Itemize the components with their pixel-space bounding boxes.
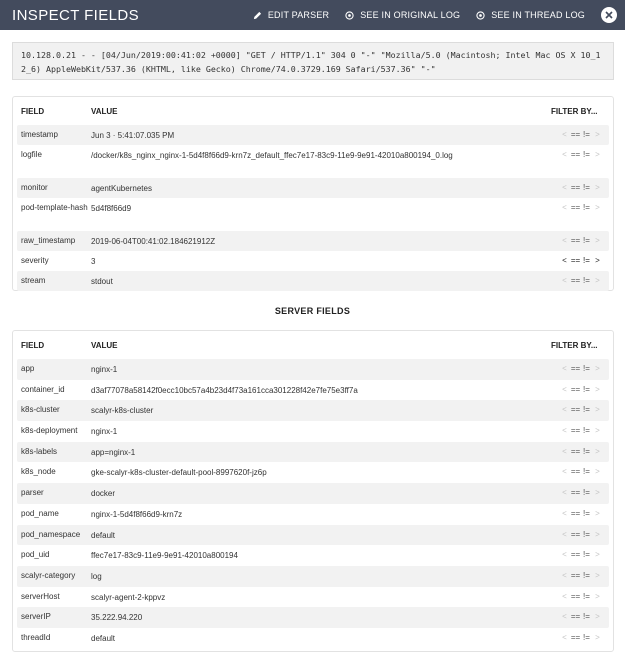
filter-not-equals-button[interactable]: != bbox=[583, 384, 590, 394]
filter-not-equals-button[interactable]: != bbox=[583, 183, 590, 192]
filter-by-controls bbox=[551, 380, 609, 394]
filter-not-equals-button[interactable]: != bbox=[583, 364, 590, 373]
field-name: pod_uid bbox=[21, 550, 50, 560]
filter-not-equals-button[interactable]: != bbox=[583, 488, 590, 498]
filter-less-than-button[interactable]: < bbox=[562, 236, 567, 245]
field-column-header: FIELD bbox=[21, 106, 45, 116]
filter-greater-than-button[interactable]: > bbox=[595, 550, 600, 560]
field-value: gke-scalyr-k8s-cluster-default-pool-8997620f-jz6p bbox=[91, 468, 267, 478]
filter-by-controls bbox=[551, 462, 609, 476]
filter-by-controls bbox=[551, 178, 609, 192]
table-row bbox=[17, 628, 609, 649]
table-header bbox=[17, 331, 609, 359]
field-name: timestamp bbox=[21, 130, 58, 139]
filter-by-controls bbox=[551, 483, 609, 497]
see-in-original-log-label: SEE IN ORIGINAL LOG bbox=[360, 10, 461, 20]
table-row bbox=[17, 607, 609, 628]
field-value: agentKubernetes bbox=[91, 184, 152, 193]
filter-greater-than-button[interactable]: > bbox=[595, 488, 600, 498]
filter-not-equals-button[interactable]: != bbox=[583, 236, 590, 245]
filter-greater-than-button[interactable]: > bbox=[595, 183, 600, 192]
close-icon bbox=[605, 11, 613, 19]
filter-not-equals-button[interactable]: != bbox=[583, 467, 590, 477]
field-name: k8s_node bbox=[21, 467, 56, 477]
field-value: nginx-1-5d4f8f66d9-krn7z bbox=[91, 509, 183, 519]
field-value: default bbox=[91, 530, 116, 540]
filter-not-equals-button[interactable]: != bbox=[583, 426, 590, 436]
filter-not-equals-button[interactable]: != bbox=[583, 632, 590, 642]
value-column-header: VALUE bbox=[91, 340, 118, 350]
server-fields-rows bbox=[17, 359, 609, 649]
table-row bbox=[17, 525, 609, 546]
filter-less-than-button[interactable]: < bbox=[562, 426, 567, 436]
table-row bbox=[17, 504, 609, 525]
filter-equals-button[interactable]: == bbox=[570, 550, 581, 560]
raw-log-message: 10.128.0.21 - - [04/Jun/2019:00:41:02 +0000] "GET / HTTP/1.1" 304 0 "-" "Mozilla/5.0 (Macintosh; Intel Mac OS X 10_12_6) AppleWebKit/537.36 (KHTML, like Gecko) Chrome/74.0.3729.169 Safari/537.36" "-" bbox=[12, 42, 614, 80]
filter-equals-button[interactable]: == bbox=[570, 276, 581, 285]
filter-less-than-button[interactable]: < bbox=[562, 203, 567, 212]
field-name: parser bbox=[21, 488, 44, 498]
field-name: app bbox=[21, 364, 35, 373]
filter-by-controls bbox=[551, 628, 609, 642]
filter-equals-button[interactable]: == bbox=[570, 446, 581, 456]
filter-less-than-button[interactable]: < bbox=[562, 529, 567, 539]
see-in-original-log-button[interactable] bbox=[345, 10, 460, 20]
table-row bbox=[17, 462, 609, 483]
filter-by-controls bbox=[551, 421, 609, 435]
filter-greater-than-button[interactable]: > bbox=[595, 384, 600, 394]
filter-by-controls bbox=[551, 566, 609, 580]
filter-equals-button[interactable]: == bbox=[570, 256, 581, 265]
server-fields-table bbox=[12, 330, 614, 652]
filter-not-equals-button[interactable]: != bbox=[583, 203, 590, 212]
filter-greater-than-button[interactable]: > bbox=[595, 426, 600, 436]
filter-equals-button[interactable]: == bbox=[570, 632, 581, 642]
filter-by-controls bbox=[551, 587, 609, 601]
filter-less-than-button[interactable]: < bbox=[562, 488, 567, 498]
filter-greater-than-button[interactable]: > bbox=[595, 276, 600, 285]
filter-not-equals-button[interactable]: != bbox=[583, 550, 590, 560]
header-actions bbox=[237, 7, 617, 23]
table-row bbox=[17, 231, 609, 251]
field-name: k8s-cluster bbox=[21, 405, 60, 415]
filter-less-than-button[interactable]: < bbox=[562, 632, 567, 642]
filter-greater-than-button[interactable]: > bbox=[595, 612, 600, 622]
field-name: raw_timestamp bbox=[21, 236, 76, 245]
field-value: app=nginx-1 bbox=[91, 447, 136, 457]
filter-less-than-button[interactable]: < bbox=[562, 183, 567, 192]
field-name: serverHost bbox=[21, 591, 60, 601]
filter-less-than-button[interactable]: < bbox=[562, 364, 567, 373]
pencil-icon bbox=[253, 11, 262, 20]
table-row bbox=[17, 198, 609, 231]
field-column-header: FIELD bbox=[21, 340, 45, 350]
see-in-thread-log-button[interactable] bbox=[476, 10, 585, 20]
filter-greater-than-button[interactable]: > bbox=[595, 405, 600, 415]
filter-not-equals-button[interactable]: != bbox=[583, 130, 590, 139]
filter-not-equals-button[interactable]: != bbox=[583, 446, 590, 456]
server-fields-title: SERVER FIELDS bbox=[274, 306, 351, 316]
field-name: pod_name bbox=[21, 508, 59, 518]
field-name: monitor bbox=[21, 183, 48, 192]
filter-equals-button[interactable]: == bbox=[570, 488, 581, 498]
filter-by-controls bbox=[551, 545, 609, 559]
filter-equals-button[interactable]: == bbox=[570, 183, 581, 192]
edit-parser-button[interactable] bbox=[253, 10, 329, 20]
field-value: ffec7e17-83c9-11e9-9e91-42010a800194 bbox=[91, 551, 238, 561]
filter-greater-than-button[interactable]: > bbox=[595, 203, 600, 212]
filter-not-equals-button[interactable]: != bbox=[583, 612, 590, 622]
table-row bbox=[17, 178, 609, 198]
field-value: scalyr-k8s-cluster bbox=[91, 406, 154, 416]
table-row bbox=[17, 359, 609, 380]
filter-by-controls bbox=[551, 607, 609, 621]
filter-not-equals-button[interactable]: != bbox=[583, 256, 590, 265]
filter-less-than-button[interactable]: < bbox=[562, 570, 567, 580]
filter-greater-than-button[interactable]: > bbox=[595, 529, 600, 539]
filter-greater-than-button[interactable]: > bbox=[595, 364, 600, 373]
filter-not-equals-button[interactable]: != bbox=[583, 570, 590, 580]
filter-greater-than-button[interactable]: > bbox=[595, 446, 600, 456]
filter-less-than-button[interactable]: < bbox=[562, 467, 567, 477]
table-row bbox=[17, 442, 609, 463]
filter-less-than-button[interactable]: < bbox=[562, 550, 567, 560]
table-row bbox=[17, 483, 609, 504]
field-value: log bbox=[91, 571, 102, 581]
filter-not-equals-button[interactable]: != bbox=[583, 405, 590, 415]
filter-greater-than-button[interactable]: > bbox=[595, 256, 600, 265]
filter-equals-button[interactable]: == bbox=[570, 364, 581, 373]
filter-by-controls bbox=[551, 231, 609, 245]
table-row bbox=[17, 545, 609, 566]
filter-by-controls bbox=[551, 525, 609, 539]
field-name: threadId bbox=[21, 632, 51, 642]
filter-by-controls bbox=[551, 145, 609, 159]
filter-equals-button[interactable]: == bbox=[570, 150, 581, 159]
field-value: stdout bbox=[91, 277, 113, 286]
filter-by-controls bbox=[551, 400, 609, 414]
filter-equals-button[interactable]: == bbox=[570, 236, 581, 245]
field-name: pod-template-hash bbox=[21, 203, 88, 212]
table-row bbox=[17, 400, 609, 421]
table-row bbox=[17, 271, 609, 291]
filter-equals-button[interactable]: == bbox=[570, 467, 581, 477]
inspect-fields-header bbox=[0, 0, 625, 30]
filter-equals-button[interactable]: == bbox=[570, 405, 581, 415]
filter-less-than-button[interactable]: < bbox=[562, 591, 567, 601]
table-row bbox=[17, 587, 609, 608]
filter-by-controls bbox=[551, 504, 609, 518]
filter-column-header: FILTER BY... bbox=[551, 340, 598, 350]
field-name: logfile bbox=[21, 150, 42, 159]
field-value: /docker/k8s_nginx_nginx-1-5d4f8f66d9-krn7z_default_ffec7e17-83c9-11e9-9e91-42010a800194_0.log bbox=[91, 151, 453, 160]
filter-equals-button[interactable]: == bbox=[570, 591, 581, 601]
filter-less-than-button[interactable]: < bbox=[562, 276, 567, 285]
field-name: stream bbox=[21, 276, 46, 285]
filter-equals-button[interactable]: == bbox=[570, 529, 581, 539]
field-value: 5d4f8f66d9 bbox=[91, 204, 132, 213]
value-column-header: VALUE bbox=[91, 106, 118, 116]
filter-greater-than-button[interactable]: > bbox=[595, 130, 600, 139]
filter-equals-button[interactable]: == bbox=[570, 426, 581, 436]
log-fields-table bbox=[12, 96, 614, 291]
field-value: 3 bbox=[91, 257, 96, 266]
close-button[interactable] bbox=[601, 7, 617, 23]
field-value: docker bbox=[91, 489, 116, 499]
filter-less-than-button[interactable]: < bbox=[562, 612, 567, 622]
filter-greater-than-button[interactable]: > bbox=[595, 150, 600, 159]
filter-by-controls bbox=[551, 271, 609, 285]
see-in-thread-log-label: SEE IN THREAD LOG bbox=[491, 10, 585, 20]
table-row bbox=[17, 421, 609, 442]
target-icon bbox=[345, 11, 354, 20]
filter-by-controls bbox=[551, 359, 609, 373]
filter-by-controls bbox=[551, 251, 609, 265]
table-header bbox=[17, 97, 609, 125]
filter-not-equals-button[interactable]: != bbox=[583, 150, 590, 159]
field-value: Jun 3 · 5:41:07.035 PM bbox=[91, 131, 175, 140]
field-name: scalyr-category bbox=[21, 570, 76, 580]
filter-equals-button[interactable]: == bbox=[570, 508, 581, 518]
log-fields-rows bbox=[17, 125, 609, 291]
field-name: severity bbox=[21, 256, 49, 265]
table-row bbox=[17, 566, 609, 587]
filter-less-than-button[interactable]: < bbox=[562, 384, 567, 394]
filter-greater-than-button[interactable]: > bbox=[595, 236, 600, 245]
filter-by-controls bbox=[551, 125, 609, 139]
filter-greater-than-button[interactable]: > bbox=[595, 508, 600, 518]
filter-less-than-button[interactable]: < bbox=[562, 130, 567, 139]
filter-greater-than-button[interactable]: > bbox=[595, 570, 600, 580]
filter-by-controls bbox=[551, 442, 609, 456]
filter-by-controls bbox=[551, 198, 609, 212]
filter-equals-button[interactable]: == bbox=[570, 203, 581, 212]
field-name: k8s-labels bbox=[21, 446, 58, 456]
field-value: nginx-1 bbox=[91, 427, 118, 437]
filter-not-equals-button[interactable]: != bbox=[583, 508, 590, 518]
field-value: 35.222.94.220 bbox=[91, 613, 143, 623]
table-row bbox=[17, 145, 609, 178]
table-row bbox=[17, 380, 609, 401]
target-icon bbox=[476, 11, 485, 20]
table-row bbox=[17, 125, 609, 145]
edit-parser-label: EDIT PARSER bbox=[267, 10, 330, 20]
filter-greater-than-button[interactable]: > bbox=[595, 591, 600, 601]
filter-equals-button[interactable]: == bbox=[570, 570, 581, 580]
field-value: default bbox=[91, 633, 116, 643]
table-row bbox=[17, 251, 609, 271]
field-name: container_id bbox=[21, 384, 65, 394]
filter-less-than-button[interactable]: < bbox=[562, 256, 567, 265]
filter-greater-than-button[interactable]: > bbox=[595, 632, 600, 642]
field-name: serverIP bbox=[21, 612, 51, 622]
dialog-title: INSPECT FIELDS bbox=[12, 6, 140, 24]
filter-greater-than-button[interactable]: > bbox=[595, 467, 600, 477]
filter-less-than-button[interactable]: < bbox=[562, 508, 567, 518]
filter-less-than-button[interactable]: < bbox=[562, 405, 567, 415]
filter-not-equals-button[interactable]: != bbox=[583, 276, 590, 285]
field-value: nginx-1 bbox=[91, 365, 118, 374]
filter-not-equals-button[interactable]: != bbox=[583, 591, 590, 601]
filter-equals-button[interactable]: == bbox=[570, 130, 581, 139]
inspect-fields-content bbox=[0, 30, 625, 656]
field-name: k8s-deployment bbox=[21, 426, 78, 436]
filter-less-than-button[interactable]: < bbox=[562, 446, 567, 456]
filter-not-equals-button[interactable]: != bbox=[583, 529, 590, 539]
filter-equals-button[interactable]: == bbox=[570, 612, 581, 622]
field-name: pod_namespace bbox=[21, 529, 81, 539]
filter-less-than-button[interactable]: < bbox=[562, 150, 567, 159]
field-value: 2019-06-04T00:41:02.184621912Z bbox=[91, 237, 216, 246]
field-value: scalyr-agent-2-kppvz bbox=[91, 592, 166, 602]
field-value: d3af77078a58142f0ecc10bc57a4b23d4f73a161cca301228f42e7fe75e3ff7a bbox=[91, 385, 358, 395]
filter-column-header: FILTER BY... bbox=[551, 106, 598, 116]
filter-equals-button[interactable]: == bbox=[570, 384, 581, 394]
